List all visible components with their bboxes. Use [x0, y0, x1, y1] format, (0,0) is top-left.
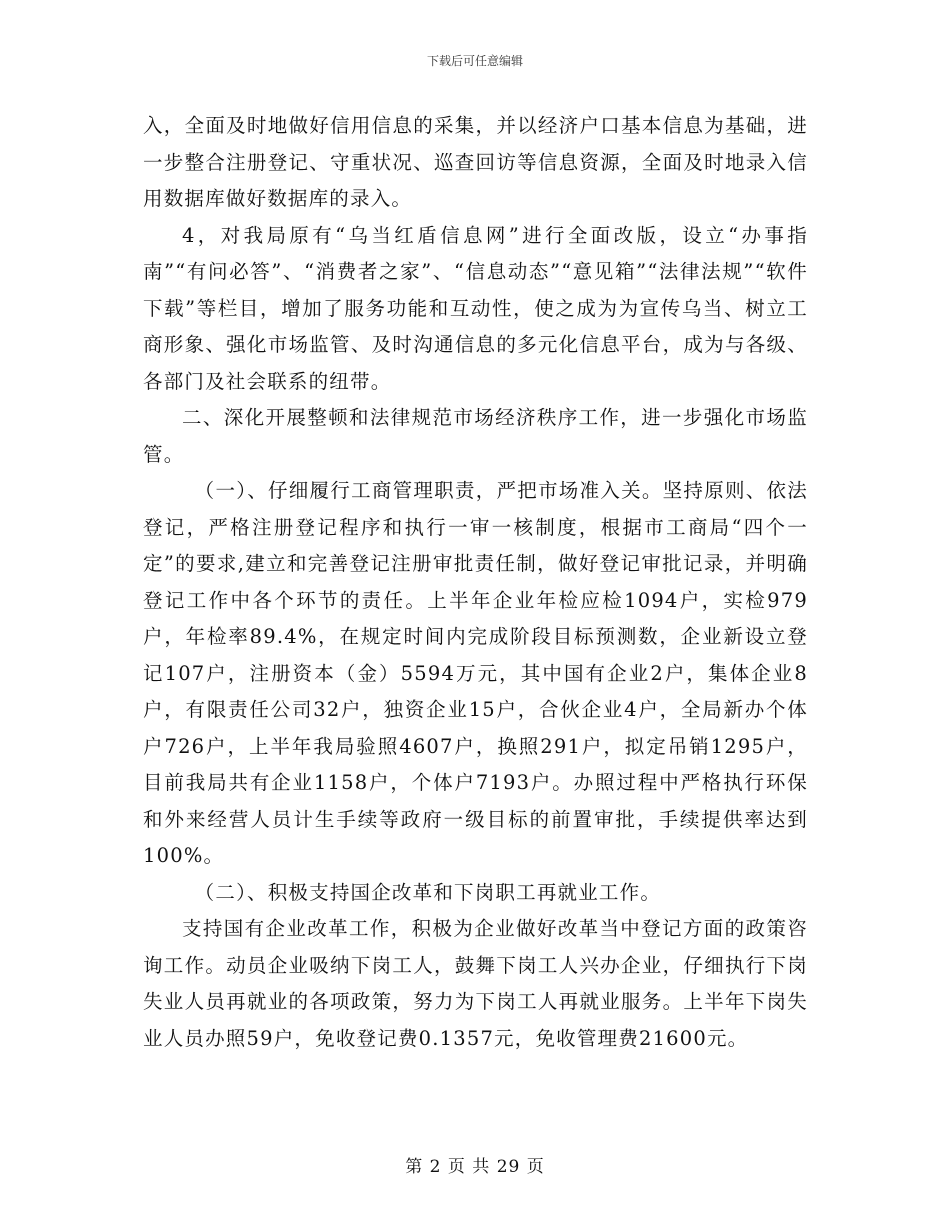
paragraph-registration-duties: （一）、仔细履行工商管理职责，严把市场准入关。坚持原则、依法登记，严格注册登记程序和执行一审一核制度，根据市工商局“四个一定”的要求,建立和完善登记注册审批责任制，做好登记审批记录，并明确登记工作中各个环节的责任。上半年企业年检应检1094户，实检979户，年检率89.4%，在规定时间内完成阶段目标预测数，企业新设立登记107户，注册资本（金）5594万元，其中国有企业2户，集体企业8户，有限责任公司32户，独资企业15户，合伙企业4户，全局新办个体户726户，上半年我局验照4607户，换照291户，拟定吊销1295户，目前我局共有企业1158户，个体户7193户。办照过程中严格执行环保和外来经营人员计生手续等政府一级目标的前置审批，手续提供率达到100%。 [143, 479, 808, 867]
paragraph-credit-info: 入，全面及时地做好信用信息的采集，并以经济户口基本信息为基础，进一步整合注册登记、守重状况、巡查回访等信息资源，全面及时地录入信用数据库做好数据库的录入。 [143, 114, 808, 210]
paragraph-website-revamp: 4，对我局原有“乌当红盾信息网”进行全面改版，设立“办事指南”“有问必答”、“消费者之家”、“信息动态”“意见箱”“法律法规”“软件下载”等栏目，增加了服务功能和互动性，使之成为为宣传乌当、树立工商形象、强化市场监管、及时沟通信息的多元化信息平台，成为与各级、各部门及社会联系的纽带。 [143, 223, 808, 393]
section-heading-market-order: 二、深化开展整顿和法律规范市场经济秩序工作，进一步强化市场监管。 [143, 406, 808, 466]
subheading-reemployment: （二）、积极支持国企改革和下岗职工再就业工作。 [194, 880, 662, 904]
document-body [143, 108, 808, 1057]
page-number-footer: 第 2 页 共 29 页 [405, 1157, 545, 1177]
paragraph-reemployment-support: 支持国有企业改革工作，积极为企业做好改革当中登记方面的政策咨询工作。动员企业吸纳下岗工人，鼓舞下岗工人兴办企业，仔细执行下岗失业人员再就业的各项政策，努力为下岗工人再就业服务。上半年下岗失业人员办照59户，免收登记费0.1357元，免收管理费21600元。 [143, 917, 808, 1050]
page-header: 下载后可任意编辑 [426, 54, 523, 68]
